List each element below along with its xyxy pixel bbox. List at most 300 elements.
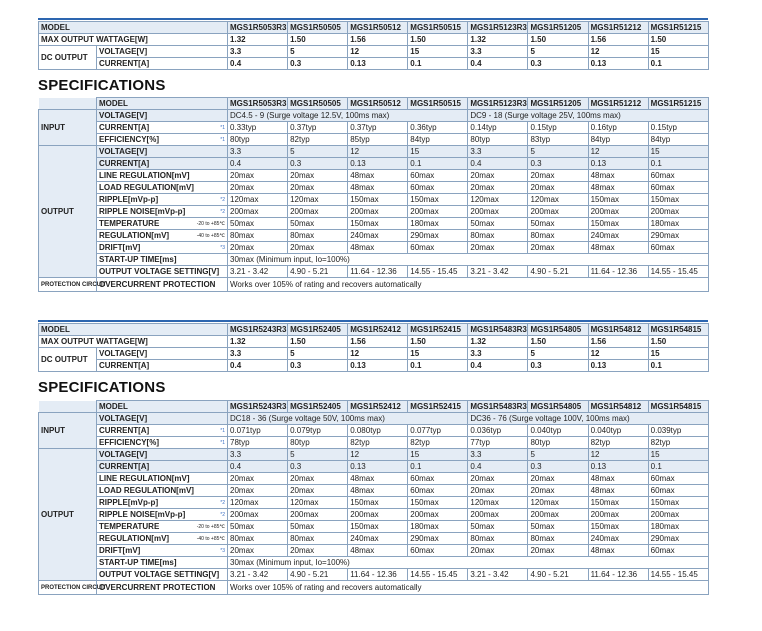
- summary-current-row: [39, 58, 709, 70]
- ripple-label: RIPPLE[mVp-p]: [99, 497, 159, 507]
- temp-regulation-label: TEMPERATURE: [99, 521, 160, 531]
- model-cell: MGS1R54815: [648, 324, 708, 336]
- voltage-cell: 5: [528, 46, 588, 58]
- model-cell: MGS1R5053R3: [228, 22, 288, 34]
- temp-regulation-cell: 80max: [228, 533, 288, 545]
- line-regulation-cell: 60max: [408, 170, 468, 182]
- line-regulation-row: [39, 473, 709, 485]
- ripple-noise-cell: 200max: [588, 509, 648, 521]
- temp-regulation-label: TEMPERATURE: [99, 218, 160, 228]
- efficiency-cell: 80typ: [228, 134, 288, 146]
- protection-label: PROTECTION CIRCUIT: [39, 278, 97, 292]
- input-current-cell: 0.077typ: [408, 425, 468, 437]
- ripple-cell: 120max: [528, 194, 588, 206]
- ripple-cell: 120max: [288, 497, 348, 509]
- ripple-noise-cell: 200max: [408, 509, 468, 521]
- input-current-cell: 0.33typ: [228, 122, 288, 134]
- wattage-cell: 1.50: [648, 34, 708, 46]
- efficiency-cell: 83typ: [528, 134, 588, 146]
- temp-range-1: -20 to +85℃: [196, 523, 225, 530]
- ovs-cell: 11.64 - 12.36: [348, 266, 408, 278]
- temp-regulation-cell: 180max: [408, 521, 468, 533]
- ripple-noise-cell: 200max: [288, 509, 348, 521]
- summary-wattage-row: [39, 34, 709, 46]
- ripple-cell: 150max: [588, 497, 648, 509]
- temp-regulation-cell: 80max: [228, 230, 288, 242]
- load-regulation-cell: 60max: [408, 485, 468, 497]
- current-cell: 0.3: [528, 360, 588, 372]
- model-cell: MGS1R51215: [648, 22, 708, 34]
- dc-output-label: DC OUTPUT: [39, 46, 97, 70]
- note-marker: *2: [220, 196, 225, 203]
- ripple-cell: 120max: [228, 497, 288, 509]
- ovs-label: OUTPUT VOLTAGE SETTING[V]: [97, 266, 228, 278]
- input-voltage-label: VOLTAGE[V]: [97, 110, 228, 122]
- output-voltage-cell: 12: [588, 146, 648, 158]
- current-cell: 0.3: [528, 58, 588, 70]
- input-label: INPUT: [39, 110, 97, 146]
- voltage-cell: 5: [528, 348, 588, 360]
- output-current-cell: 0.13: [588, 461, 648, 473]
- ripple-noise-cell: 200max: [468, 206, 528, 218]
- line-regulation-cell: 20max: [528, 473, 588, 485]
- ovs-cell: 11.64 - 12.36: [588, 266, 648, 278]
- load-regulation-cell: 20max: [288, 182, 348, 194]
- model-cell: MGS1R51212: [588, 22, 648, 34]
- ripple-cell: 150max: [348, 497, 408, 509]
- model-cell: MGS1R52412: [348, 401, 408, 413]
- summary-table-2: [38, 323, 709, 372]
- temp-regulation-cell: 50max: [528, 521, 588, 533]
- ripple-noise-label: RIPPLE NOISE[mVp-p]: [99, 509, 186, 519]
- efficiency-cell: 82typ: [288, 134, 348, 146]
- specifications-title: SPECIFICATIONS: [38, 379, 166, 396]
- drift-cell: 20max: [228, 545, 288, 557]
- voltage-cell: 5: [288, 348, 348, 360]
- output-voltage-cell: 15: [648, 146, 708, 158]
- input-current-cell: 0.14typ: [468, 122, 528, 134]
- model-cell: MGS1R5483R3: [468, 324, 528, 336]
- line-regulation-cell: 48max: [588, 473, 648, 485]
- input-current-cell: 0.080typ: [348, 425, 408, 437]
- model-cell: MGS1R50515: [408, 22, 468, 34]
- current-cell: 0.13: [588, 360, 648, 372]
- ripple-cell: 150max: [648, 194, 708, 206]
- output-current-cell: 0.1: [408, 461, 468, 473]
- ovs-cell: 3.21 - 3.42: [468, 569, 528, 581]
- temp-regulation-row-2: [39, 533, 709, 545]
- load-regulation-cell: 20max: [228, 485, 288, 497]
- input-current-label: CURRENT[A]: [99, 122, 150, 132]
- output-voltage-cell: 5: [528, 146, 588, 158]
- temp-regulation-label-2: REGULATION[mV]: [99, 533, 170, 543]
- ripple-noise-cell: 200max: [468, 509, 528, 521]
- temp-regulation-cell: 50max: [528, 218, 588, 230]
- line-regulation-label: LINE REGULATION[mV]: [97, 170, 228, 182]
- output-current-cell: 0.3: [288, 461, 348, 473]
- efficiency-label: EFFICIENCY[%]: [99, 134, 159, 144]
- drift-cell: 48max: [588, 242, 648, 254]
- voltage-cell: 15: [408, 46, 468, 58]
- wattage-cell: 1.50: [408, 34, 468, 46]
- summary-model-row: [39, 324, 709, 336]
- drift-row: [39, 242, 709, 254]
- voltage-cell: 3.3: [228, 348, 288, 360]
- line-regulation-cell: 20max: [228, 170, 288, 182]
- ovs-cell: 14.55 - 15.45: [408, 266, 468, 278]
- ripple-cell: 150max: [408, 194, 468, 206]
- drift-cell: 48max: [348, 545, 408, 557]
- input-voltage-cell: DC18 - 36 (Surge voltage 50V, 100ms max): [228, 413, 468, 425]
- top-rule: [38, 18, 708, 20]
- voltage-label: VOLTAGE[V]: [97, 348, 228, 360]
- output-current-label: CURRENT[A]: [97, 461, 228, 473]
- summary-table-1: [38, 21, 709, 70]
- dc-output-label: DC OUTPUT: [39, 348, 97, 372]
- drift-cell: 60max: [408, 545, 468, 557]
- ovs-cell: 3.21 - 3.42: [468, 266, 528, 278]
- max-wattage-label: MAX OUTPUT WATTAGE[W]: [39, 34, 228, 46]
- temp-regulation-cell: 50max: [468, 521, 528, 533]
- temp-regulation-cell: 50max: [228, 218, 288, 230]
- wattage-cell: 1.32: [228, 34, 288, 46]
- ripple-noise-cell: 200max: [528, 206, 588, 218]
- ovs-cell: 3.21 - 3.42: [228, 569, 288, 581]
- drift-cell: 20max: [288, 242, 348, 254]
- spec-table-1: [38, 97, 709, 292]
- current-cell: 0.13: [348, 360, 408, 372]
- ovs-cell: 3.21 - 3.42: [228, 266, 288, 278]
- model-cell: MGS1R5123R3: [468, 98, 528, 110]
- load-regulation-cell: 60max: [408, 182, 468, 194]
- temp-regulation-cell: 50max: [228, 521, 288, 533]
- input-current-cell: 0.37typ: [348, 122, 408, 134]
- input-current-cell: 0.040typ: [588, 425, 648, 437]
- model-cell: MGS1R51212: [588, 98, 648, 110]
- note-marker: *2: [220, 499, 225, 506]
- model-cell: MGS1R54815: [648, 401, 708, 413]
- efficiency-cell: 84typ: [588, 134, 648, 146]
- output-voltage-cell: 15: [408, 449, 468, 461]
- input-current-cell: 0.15typ: [648, 122, 708, 134]
- current-cell: 0.4: [228, 58, 288, 70]
- output-voltage-cell: 5: [288, 146, 348, 158]
- model-cell: MGS1R52415: [408, 324, 468, 336]
- output-voltage-row: [39, 146, 709, 158]
- input-voltage-row: [39, 110, 709, 122]
- temp-regulation-cell: 50max: [288, 521, 348, 533]
- model-cell: MGS1R50505: [288, 22, 348, 34]
- line-regulation-cell: 48max: [348, 473, 408, 485]
- efficiency-cell: 84typ: [408, 134, 468, 146]
- output-voltage-cell: 12: [348, 449, 408, 461]
- load-regulation-cell: 48max: [348, 485, 408, 497]
- ripple-row: [39, 497, 709, 509]
- drift-cell: 20max: [288, 545, 348, 557]
- note-marker: *3: [220, 244, 225, 251]
- input-current-cell: 0.036typ: [468, 425, 528, 437]
- output-current-row: [39, 461, 709, 473]
- summary-model-row: [39, 22, 709, 34]
- line-regulation-cell: 20max: [528, 170, 588, 182]
- model-cell: MGS1R5483R3: [468, 401, 528, 413]
- load-regulation-cell: 20max: [468, 485, 528, 497]
- input-current-cell: 0.079typ: [288, 425, 348, 437]
- ripple-cell: 150max: [408, 497, 468, 509]
- temp-range-1: -20 to +85℃: [196, 220, 225, 227]
- wattage-cell: 1.56: [348, 34, 408, 46]
- model-cell: MGS1R54805: [528, 324, 588, 336]
- model-cell: MGS1R5123R3: [468, 22, 528, 34]
- current-cell: 0.3: [288, 360, 348, 372]
- ripple-cell: 150max: [648, 497, 708, 509]
- output-current-cell: 0.1: [648, 158, 708, 170]
- current-cell: 0.1: [408, 58, 468, 70]
- ripple-noise-cell: 200max: [228, 206, 288, 218]
- output-current-cell: 0.3: [288, 158, 348, 170]
- ovs-cell: 14.55 - 15.45: [408, 569, 468, 581]
- output-current-cell: 0.4: [468, 461, 528, 473]
- ripple-noise-cell: 200max: [348, 509, 408, 521]
- temp-regulation-label-2: REGULATION[mV]: [99, 230, 170, 240]
- current-cell: 0.13: [588, 58, 648, 70]
- temp-regulation-cell: 80max: [528, 230, 588, 242]
- output-voltage-setting-row: [39, 569, 709, 581]
- line-regulation-cell: 60max: [648, 170, 708, 182]
- ripple-cell: 120max: [288, 194, 348, 206]
- ripple-cell: 120max: [468, 194, 528, 206]
- efficiency-cell: 78typ: [228, 437, 288, 449]
- line-regulation-cell: 60max: [648, 473, 708, 485]
- temp-regulation-cell: 150max: [348, 218, 408, 230]
- summary-voltage-row: [39, 46, 709, 58]
- wattage-cell: 1.50: [288, 34, 348, 46]
- output-current-cell: 0.13: [348, 461, 408, 473]
- wattage-cell: 1.56: [348, 336, 408, 348]
- efficiency-cell: 82typ: [348, 437, 408, 449]
- voltage-cell: 12: [348, 348, 408, 360]
- voltage-cell: 5: [288, 46, 348, 58]
- protection-label: PROTECTION CIRCUIT: [39, 581, 97, 595]
- note-marker: *1: [220, 439, 225, 446]
- summary-current-row: [39, 360, 709, 372]
- line-regulation-cell: 48max: [588, 170, 648, 182]
- ovs-cell: 11.64 - 12.36: [348, 569, 408, 581]
- ripple-noise-cell: 200max: [348, 206, 408, 218]
- startup-label: START-UP TIME[ms]: [97, 254, 228, 266]
- output-current-cell: 0.4: [468, 158, 528, 170]
- wattage-cell: 1.32: [468, 34, 528, 46]
- temp-range-2: -40 to +85℃: [196, 535, 225, 542]
- wattage-cell: 1.50: [648, 336, 708, 348]
- wattage-cell: 1.50: [528, 336, 588, 348]
- model-cell: MGS1R51205: [528, 98, 588, 110]
- drift-cell: 20max: [528, 545, 588, 557]
- output-current-cell: 0.13: [588, 158, 648, 170]
- efficiency-cell: 82typ: [648, 437, 708, 449]
- load-regulation-row: [39, 182, 709, 194]
- output-label: OUTPUT: [39, 449, 97, 581]
- ripple-noise-label: RIPPLE NOISE[mVp-p]: [99, 206, 186, 216]
- drift-cell: 48max: [348, 242, 408, 254]
- spec-model-row: [39, 401, 709, 413]
- efficiency-row: [39, 134, 709, 146]
- ovs-cell: 4.90 - 5.21: [288, 266, 348, 278]
- summary-voltage-row: [39, 348, 709, 360]
- voltage-cell: 12: [588, 46, 648, 58]
- ovs-cell: 4.90 - 5.21: [528, 266, 588, 278]
- efficiency-cell: 82typ: [588, 437, 648, 449]
- efficiency-cell: 85typ: [348, 134, 408, 146]
- startup-row: [39, 557, 709, 569]
- spec-model-row: [39, 98, 709, 110]
- temp-regulation-cell: 150max: [588, 521, 648, 533]
- output-voltage-label: VOLTAGE[V]: [97, 146, 228, 158]
- drift-cell: 20max: [228, 242, 288, 254]
- current-cell: 0.13: [348, 58, 408, 70]
- model-cell: MGS1R50512: [348, 22, 408, 34]
- load-regulation-cell: 60max: [648, 182, 708, 194]
- input-current-cell: 0.039typ: [648, 425, 708, 437]
- line-regulation-cell: 20max: [288, 170, 348, 182]
- ripple-noise-cell: 200max: [228, 509, 288, 521]
- input-voltage-cell: DC9 - 18 (Surge voltage 25V, 100ms max): [468, 110, 708, 122]
- model-label: MODEL: [39, 22, 228, 34]
- startup-label: START-UP TIME[ms]: [97, 557, 228, 569]
- ocp-label: OVERCURRENT PROTECTION: [97, 278, 228, 292]
- wattage-cell: 1.50: [408, 336, 468, 348]
- temp-range-2: -40 to +85℃: [196, 232, 225, 239]
- efficiency-cell: 80typ: [468, 134, 528, 146]
- ocp-cell: Works over 105% of rating and recovers automatically: [228, 278, 709, 292]
- ovs-label: OUTPUT VOLTAGE SETTING[V]: [97, 569, 228, 581]
- line-regulation-cell: 20max: [468, 473, 528, 485]
- output-current-cell: 0.3: [528, 158, 588, 170]
- input-current-row: [39, 425, 709, 437]
- voltage-cell: 15: [648, 46, 708, 58]
- input-voltage-cell: DC4.5 - 9 (Surge voltage 12.5V, 100ms max): [228, 110, 468, 122]
- temp-regulation-cell: 50max: [288, 218, 348, 230]
- temp-regulation-cell: 80max: [288, 230, 348, 242]
- ripple-noise-row: [39, 509, 709, 521]
- voltage-cell: 15: [648, 348, 708, 360]
- efficiency-cell: 82typ: [408, 437, 468, 449]
- ripple-noise-row: [39, 206, 709, 218]
- ovs-cell: 14.55 - 15.45: [648, 569, 708, 581]
- current-label: CURRENT[A]: [97, 360, 228, 372]
- ocp-cell: Works over 105% of rating and recovers automatically: [228, 581, 709, 595]
- ripple-noise-cell: 200max: [528, 509, 588, 521]
- wattage-cell: 1.32: [228, 336, 288, 348]
- efficiency-cell: 80typ: [288, 437, 348, 449]
- summary-wattage-row: [39, 336, 709, 348]
- output-voltage-cell: 12: [348, 146, 408, 158]
- middle-rule: [38, 320, 708, 322]
- model-cell: MGS1R5243R3: [228, 324, 288, 336]
- output-voltage-cell: 3.3: [468, 146, 528, 158]
- ovs-cell: 11.64 - 12.36: [588, 569, 648, 581]
- ripple-cell: 120max: [468, 497, 528, 509]
- drift-label: DRIFT[mV]: [99, 242, 141, 252]
- temp-regulation-cell: 240max: [588, 533, 648, 545]
- model-cell: MGS1R5053R3: [228, 98, 288, 110]
- load-regulation-cell: 20max: [228, 182, 288, 194]
- wattage-cell: 1.56: [588, 336, 648, 348]
- output-current-cell: 0.3: [528, 461, 588, 473]
- specifications-title: SPECIFICATIONS: [38, 77, 166, 94]
- startup-cell: 30max (Minimum input, Io=100%): [228, 557, 709, 569]
- startup-cell: 30max (Minimum input, Io=100%): [228, 254, 709, 266]
- temp-regulation-cell: 290max: [648, 533, 708, 545]
- output-current-cell: 0.1: [648, 461, 708, 473]
- temp-regulation-cell: 80max: [468, 533, 528, 545]
- output-voltage-label: VOLTAGE[V]: [97, 449, 228, 461]
- input-current-cell: 0.37typ: [288, 122, 348, 134]
- drift-cell: 20max: [468, 242, 528, 254]
- input-current-row: [39, 122, 709, 134]
- model-cell: MGS1R54805: [528, 401, 588, 413]
- drift-label: DRIFT[mV]: [99, 545, 141, 555]
- blank-cell: [39, 401, 97, 413]
- protection-row: [39, 278, 709, 292]
- model-cell: MGS1R51205: [528, 22, 588, 34]
- temp-regulation-cell: 80max: [468, 230, 528, 242]
- drift-cell: 20max: [468, 545, 528, 557]
- ovs-cell: 14.55 - 15.45: [648, 266, 708, 278]
- ripple-noise-cell: 200max: [288, 206, 348, 218]
- input-current-cell: 0.040typ: [528, 425, 588, 437]
- drift-cell: 60max: [648, 545, 708, 557]
- efficiency-cell: 80typ: [528, 437, 588, 449]
- ripple-cell: 150max: [348, 194, 408, 206]
- voltage-label: VOLTAGE[V]: [97, 46, 228, 58]
- output-voltage-cell: 5: [528, 449, 588, 461]
- model-label: MODEL: [97, 98, 228, 110]
- input-voltage-label: VOLTAGE[V]: [97, 413, 228, 425]
- line-regulation-cell: 20max: [228, 473, 288, 485]
- current-cell: 0.4: [468, 58, 528, 70]
- load-regulation-cell: 20max: [468, 182, 528, 194]
- startup-row: [39, 254, 709, 266]
- output-voltage-cell: 15: [408, 146, 468, 158]
- load-regulation-row: [39, 485, 709, 497]
- wattage-cell: 1.56: [588, 34, 648, 46]
- temp-regulation-cell: 240max: [348, 230, 408, 242]
- input-current-cell: 0.15typ: [528, 122, 588, 134]
- current-cell: 0.1: [408, 360, 468, 372]
- ripple-cell: 120max: [528, 497, 588, 509]
- ripple-row: [39, 194, 709, 206]
- drift-cell: 60max: [648, 242, 708, 254]
- current-cell: 0.4: [468, 360, 528, 372]
- input-current-cell: 0.071typ: [228, 425, 288, 437]
- note-marker: *3: [220, 547, 225, 554]
- model-cell: MGS1R52405: [288, 401, 348, 413]
- current-cell: 0.1: [648, 58, 708, 70]
- efficiency-cell: 84typ: [648, 134, 708, 146]
- note-marker: *2: [220, 511, 225, 518]
- load-regulation-cell: 48max: [588, 182, 648, 194]
- current-cell: 0.3: [288, 58, 348, 70]
- temp-regulation-cell: 80max: [528, 533, 588, 545]
- temp-regulation-cell: 290max: [408, 533, 468, 545]
- ripple-noise-cell: 200max: [648, 206, 708, 218]
- input-label: INPUT: [39, 413, 97, 449]
- load-regulation-cell: 20max: [288, 485, 348, 497]
- current-cell: 0.1: [648, 360, 708, 372]
- output-voltage-setting-row: [39, 266, 709, 278]
- temp-regulation-cell: 150max: [588, 218, 648, 230]
